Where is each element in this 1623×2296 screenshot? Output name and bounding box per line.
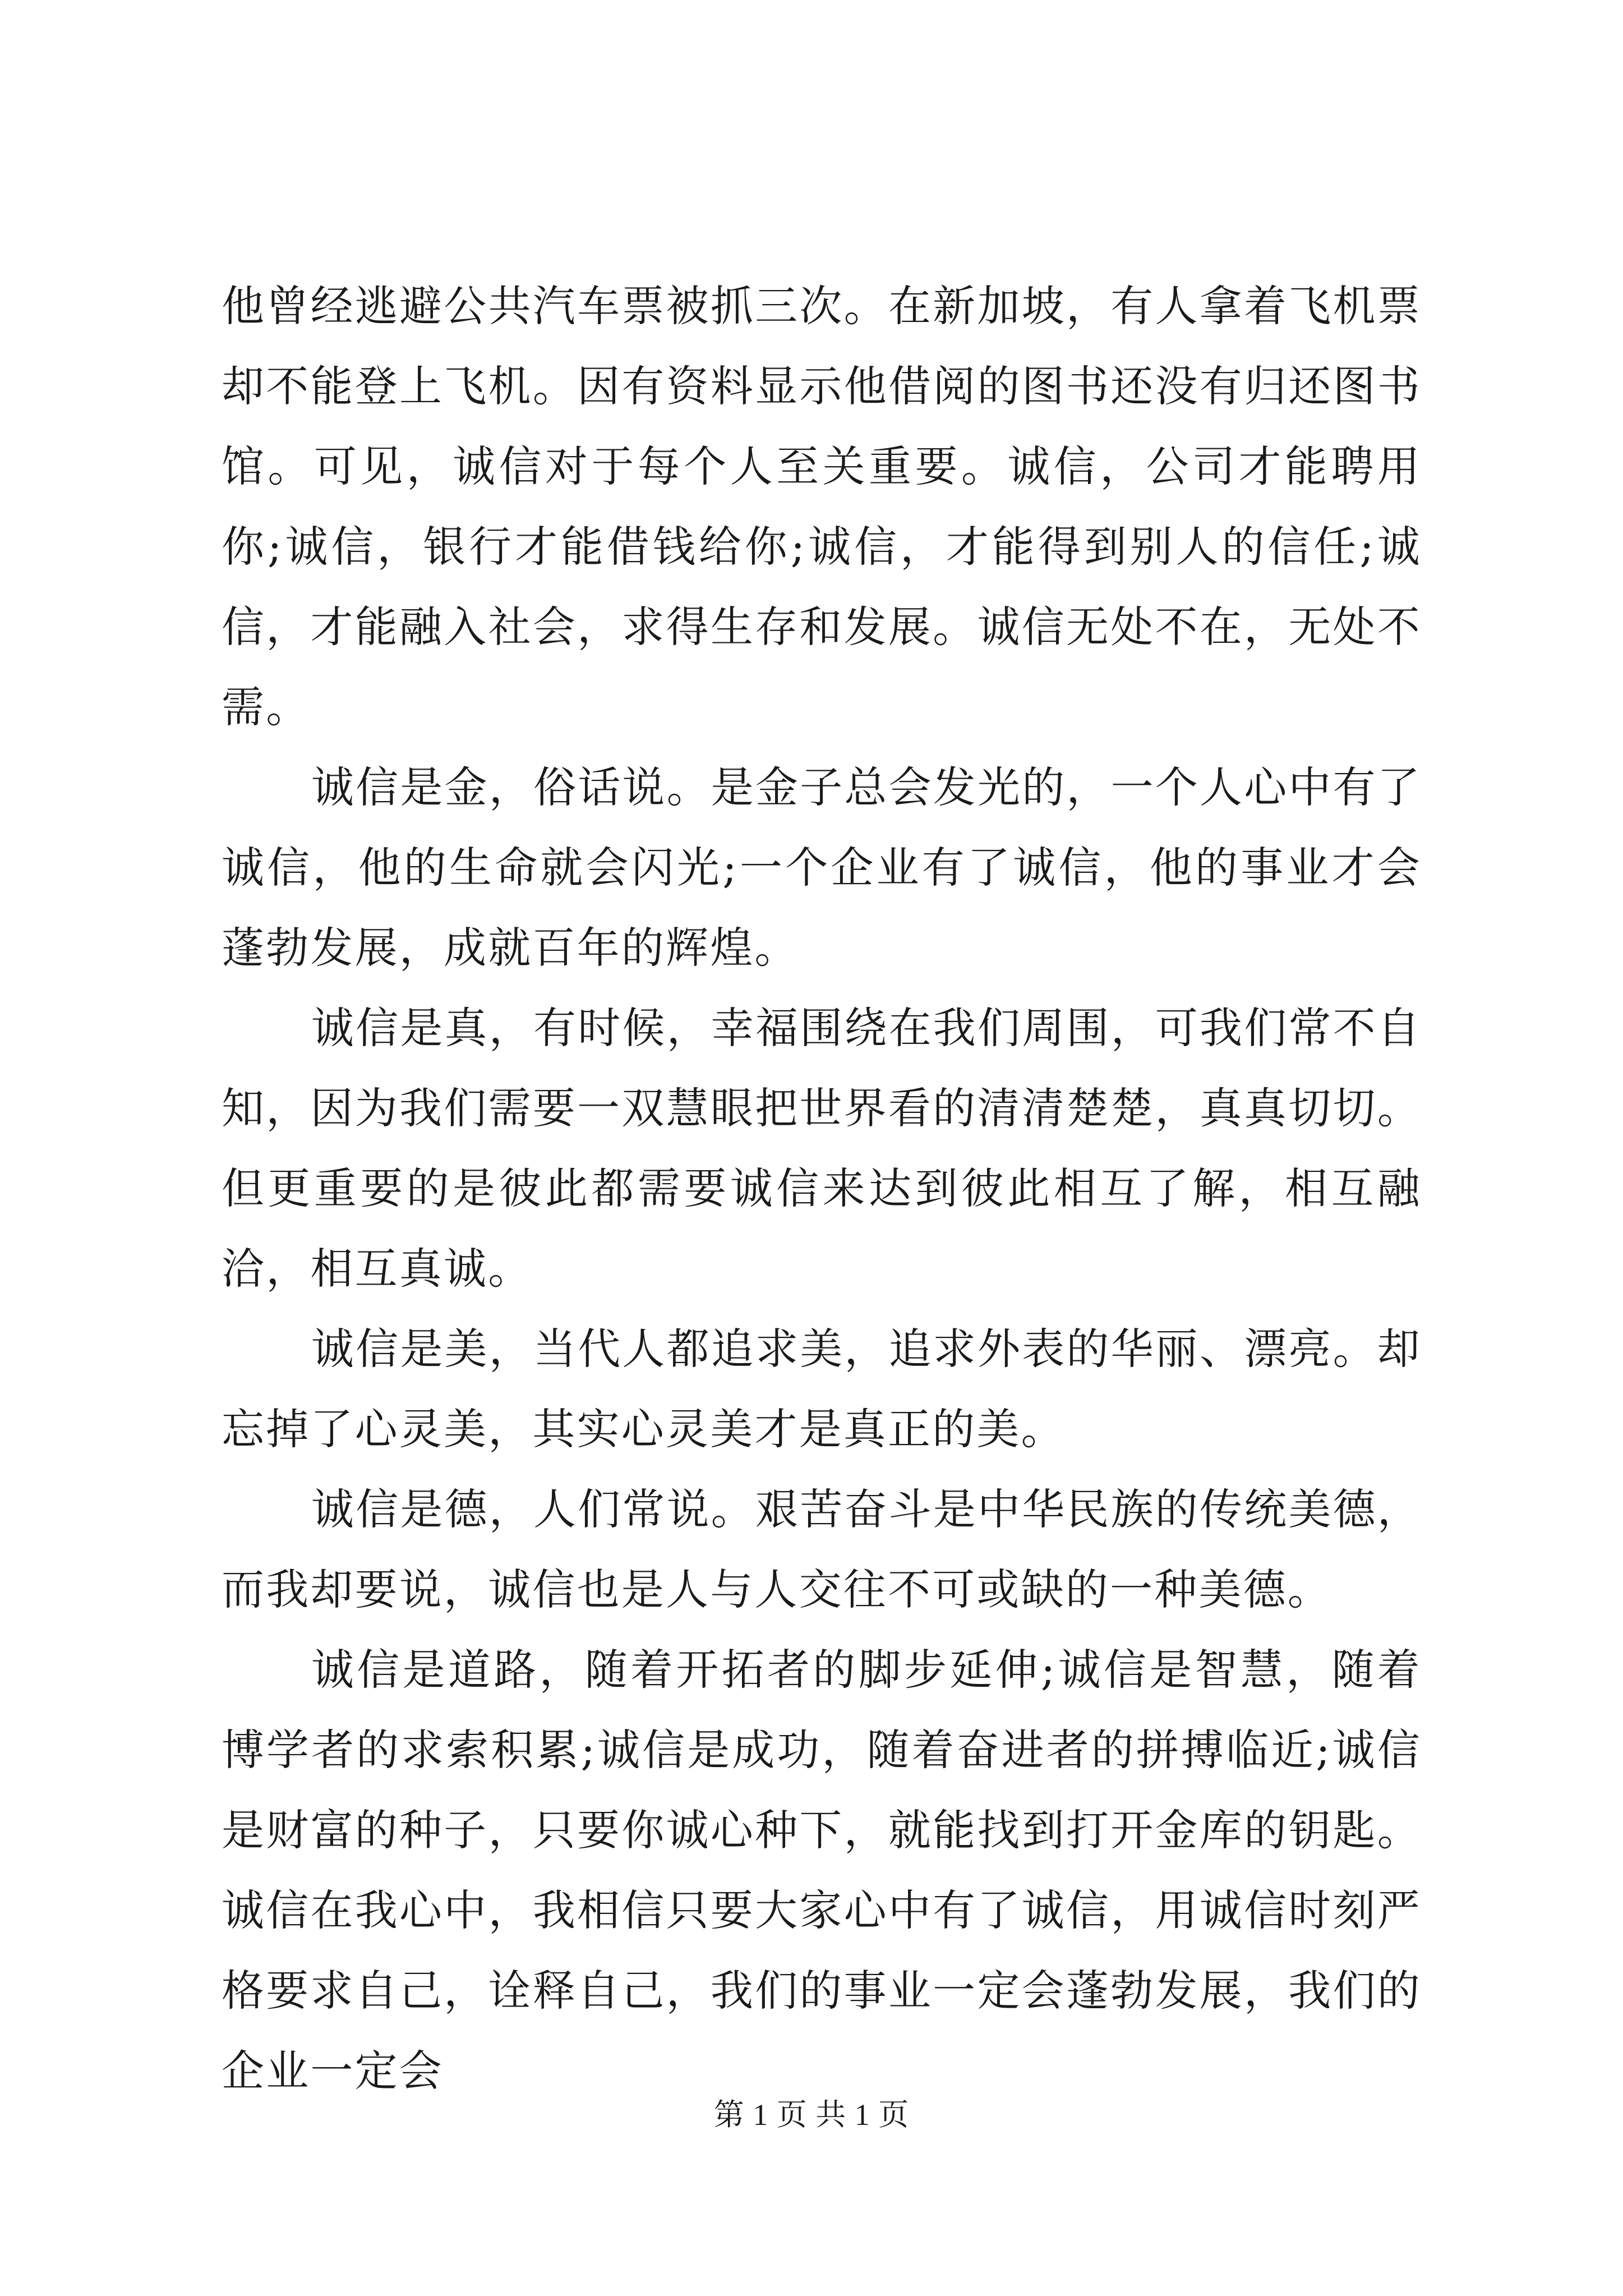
paragraph-2: 诚信是金，俗话说。是金子总会发光的，一个人心中有了诚信，他的生命就会闪光;一个企业有了诚信，他的事业才会蓬勃发展，成就百年的辉煌。 xyxy=(222,762,1422,973)
page-number-label: 第 1 页 共 1 页 xyxy=(713,2098,910,2132)
paragraph-6: 诚信是道路，随着开拓者的脚步延伸;诚信是智慧，随着博学者的求索积累;诚信是成功，随着奋进者的拼搏临近;诚信是财富的种子，只要你诚心种下，就能找到打开金库的钥匙。诚信在我心中，我相信只要大家心中有了诚信，用诚信时刻严格要求自己，诠释自己，我们的事业一定会蓬勃发展，我们的企业一定会 xyxy=(222,1645,1422,2096)
paragraph-5: 诚信是德，人们常说。艰苦奋斗是中华民族的传统美德，而我却要说，诚信也是人与人交往不可或缺的一种美德。 xyxy=(222,1484,1422,1614)
paragraph-1: 他曾经逃避公共汽车票被抓三次。在新加坡，有人拿着飞机票却不能登上飞机。因有资料显示他借阅的图书还没有归还图书馆。可见，诚信对于每个人至关重要。诚信，公司才能聘用你;诚信，银行才能借钱给你;诚信，才能得到别人的信任;诚信，才能融入社会，求得生存和发展。诚信无处不在，无处不需。 xyxy=(222,281,1422,732)
paragraph-4: 诚信是美，当代人都追求美，追求外表的华丽、漂亮。却忘掉了心灵美，其实心灵美才是真正的美。 xyxy=(222,1324,1422,1454)
paragraph-3: 诚信是真，有时候，幸福围绕在我们周围，可我们常不自知，因为我们需要一双慧眼把世界看的清清楚楚，真真切切。但更重要的是彼此都需要诚信来达到彼此相互了解，相互融洽，相互真诚。 xyxy=(222,1003,1422,1294)
page-footer xyxy=(0,2095,1623,2134)
document-body xyxy=(222,266,1422,2111)
